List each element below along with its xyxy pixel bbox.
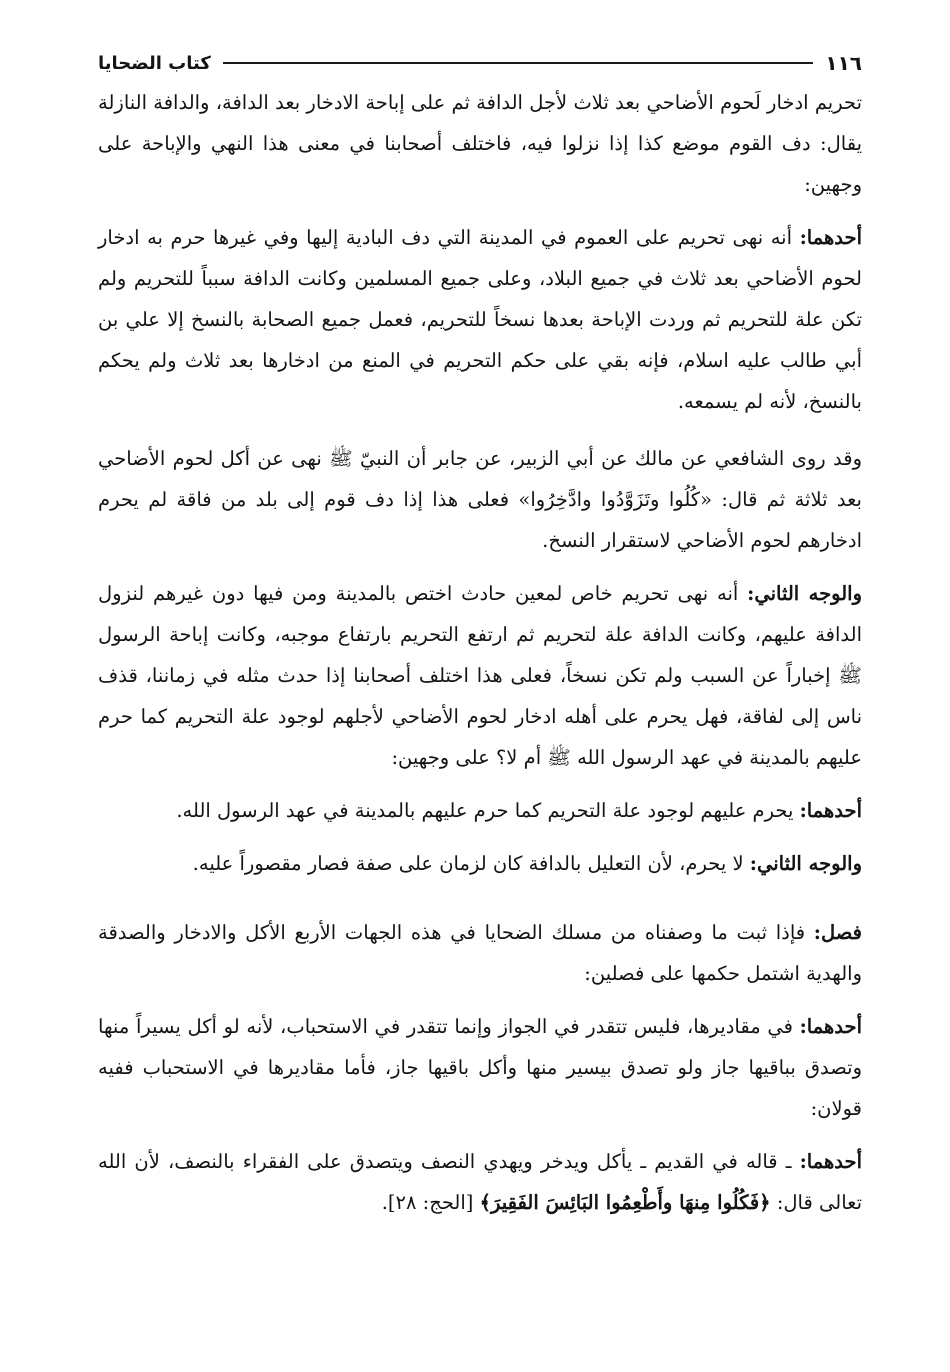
paragraph-text: في مقاديرها، فليس تتقدر في الجواز وإنما تتقدر في الاستحباب، لأنه لو أكل يسيراً منها وتصدق بباقيها جاز ولو تصدق بيسير منها وأكل باقيها جاز، فأما مقاديرها في الاستحباب ففيه قولان: bbox=[98, 1015, 862, 1120]
paragraph-lead: والوجه الثاني: bbox=[749, 852, 862, 875]
page-header bbox=[98, 48, 862, 78]
paragraph-text: وقد روى الشافعي عن مالك عن أبي الزبير، عن جابر أن النبيّ ﷺ نهى عن أكل لحوم الأضاحي بعد ثلاثة ثم قال: «كُلُوا وتَزَوَّدُوا وادَّخِرُوا» فعلى هذا إذا دف قوم إلى بلد من فاقة لم يحرم ادخارهم لحوم الأضاحي لاستقرار النسخ. bbox=[98, 447, 862, 552]
paragraph bbox=[98, 438, 862, 561]
paragraph-lead: أحدهما: bbox=[799, 1015, 862, 1038]
paragraph bbox=[98, 1006, 862, 1129]
paragraph bbox=[98, 790, 862, 831]
paragraph-text: يحرم عليهم لوجود علة التحريم كما حرم عليهم بالمدينة في عهد الرسول الله. bbox=[176, 799, 800, 822]
paragraph-text: ـ قاله في القديم ـ يأكل ويدخر ويهدي النصف ويتصدق على الفقراء بالنصف، لأن الله تعالى قال: bbox=[98, 1150, 862, 1214]
paragraph-lead: والوجه الثاني: bbox=[747, 582, 862, 605]
paragraph-text: أنه نهى تحريم خاص لمعين حادث اختص بالمدينة ومن فيها دون غيرهم لنزول الدافة عليهم، وكانت الدافة علة لتحريم ثم ارتفع التحريم بارتفاع موجبه، وكانت إباحة الرسول ﷺ إخباراً عن السبب ولم تكن نسخاً، فعلى هذا اختلف أصحابنا إذا حدث مثله في زماننا، قذف ناس إلى لفاقة، فهل يحرم على أهله ادخار لحوم الأضاحي لأجلهم لوجود علة التحريم كما حرم عليهم بالمدينة في عهد الرسول الله ﷺ أم لا؟ على وجهين: bbox=[98, 582, 862, 769]
page-number: ١١٦ bbox=[825, 51, 862, 75]
header-rule bbox=[223, 62, 814, 64]
paragraph-lead: أحدهما: bbox=[799, 799, 862, 822]
paragraph bbox=[98, 573, 862, 778]
paragraph bbox=[98, 1141, 862, 1223]
paragraph-lead: أحدهما: bbox=[799, 226, 862, 249]
paragraph-text: لا يحرم، لأن التعليل بالدافة كان لزمان على صفة فصار مقصوراً عليه. bbox=[192, 852, 750, 875]
paragraph-text: فإذا ثبت ما وصفناه من مسلك الضحايا في هذه الجهات الأربع الأكل والادخار والصدقة والهدية اشتمل حكمها على فصلين: bbox=[98, 921, 862, 985]
paragraph-text: تحريم ادخار لَحوم الأضاحي بعد ثلاث لأجل الدافة ثم على إباحة الادخار بعد الدافة، والدافة النازلة يقال: دف القوم موضع كذا إذا نزلوا فيه، فاختلف أصحابنا في معنى هذا النهي والإباحة على وجهين: bbox=[98, 91, 862, 196]
quran-verse: ﴿فَكُلُوا مِنهَا وأَطْعِمُوا البَائِسَ الفَقِيرَ﴾ bbox=[479, 1191, 771, 1214]
paragraph-text: أنه نهى تحريم على العموم في المدينة التي دف البادية إليها وفي غيرها حرم به ادخار لحوم الأضاحي بعد ثلاث في جميع البلاد، وعلى جميع المسلمين وكانت الدافة سبباً للتحريم ولم تكن علة للتحريم ثم وردت الإباحة بعدها نسخاً للتحريم، فعمل جميع الصحابة بالنسخ إلا علي بن أبي طالب عليه اسلام، فإنه بقي على حكم التحريم في المنع من ادخارها بعد ثلاث ولم يحكم بالنسخ، لأنه لم يسمعه. bbox=[98, 226, 862, 413]
paragraph bbox=[98, 843, 862, 884]
paragraph bbox=[98, 217, 862, 422]
verse-citation: [الحج: ٢٨]. bbox=[381, 1191, 480, 1214]
paragraph bbox=[98, 82, 862, 205]
book-title: كتاب الضحايا bbox=[98, 52, 211, 74]
body-text bbox=[98, 82, 862, 1223]
paragraph-lead: أحدهما: bbox=[799, 1150, 862, 1173]
paragraph-lead: فصل: bbox=[813, 921, 862, 944]
paragraph bbox=[98, 912, 862, 994]
